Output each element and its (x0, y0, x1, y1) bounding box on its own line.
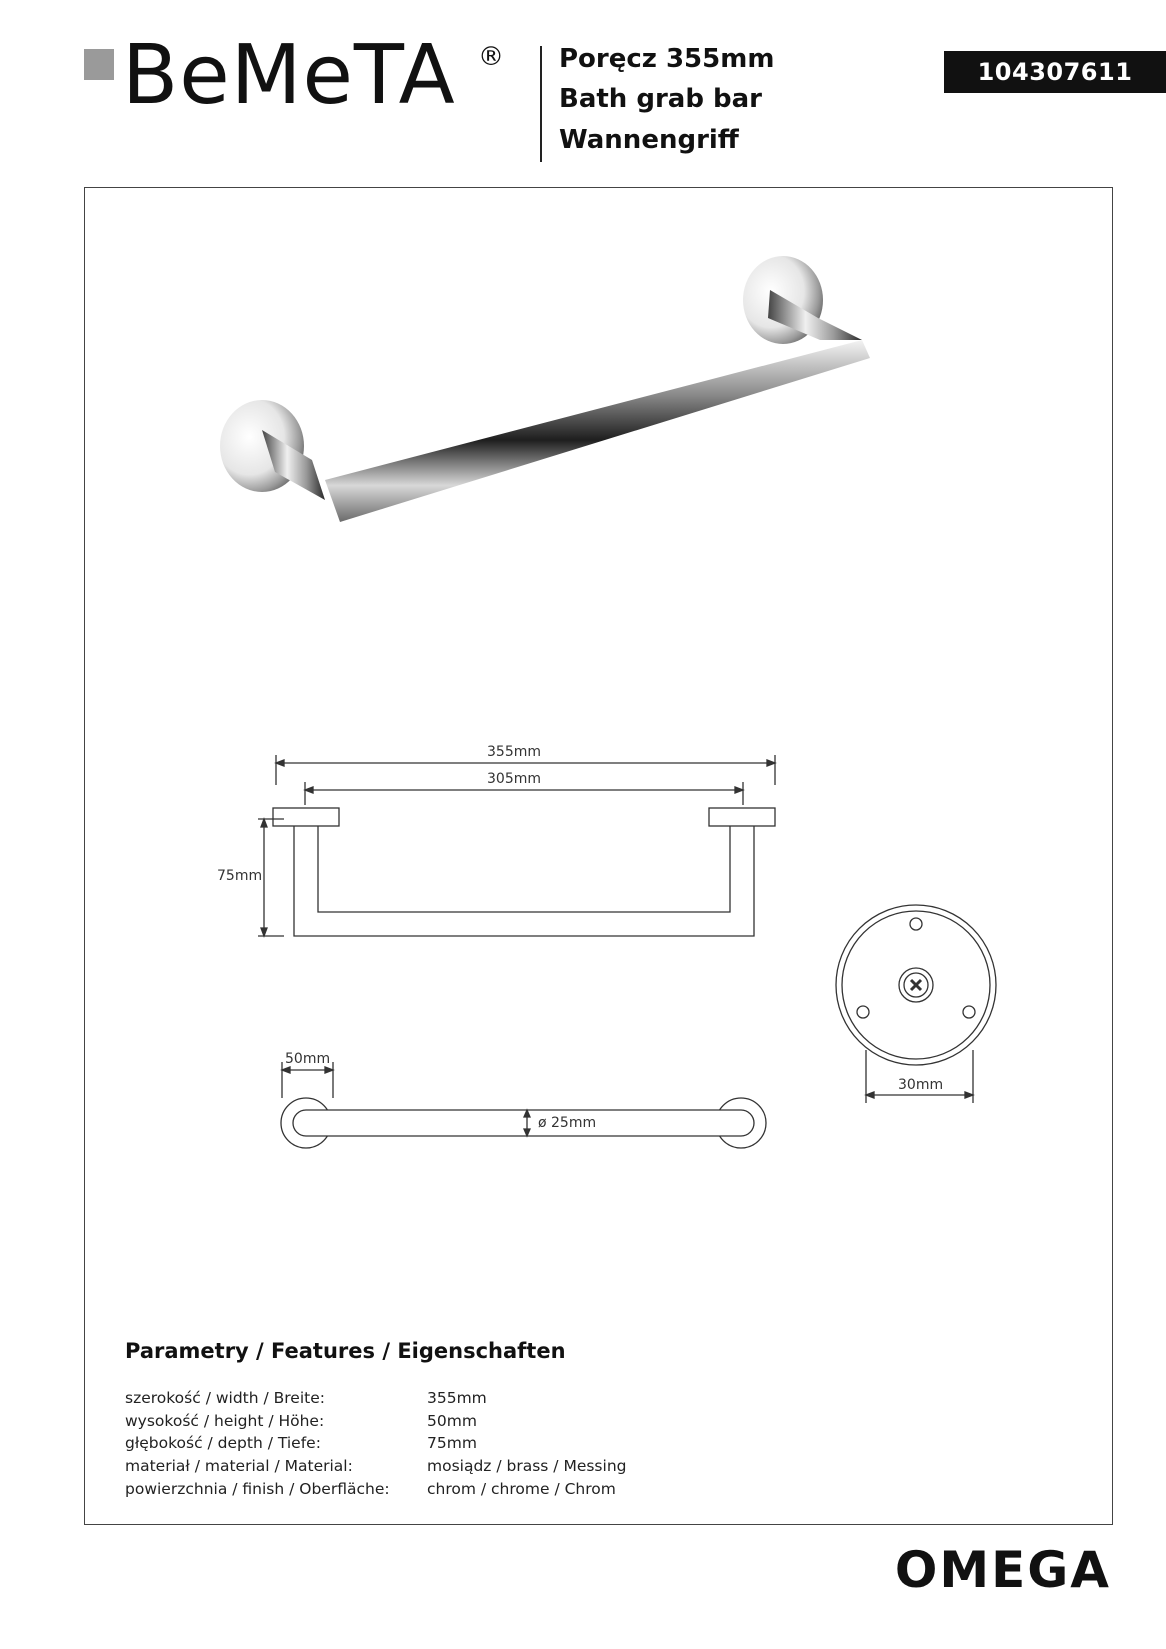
brand-logo: BeMeTA (122, 28, 456, 123)
feature-label: szerokość / width / Breite: (125, 1389, 325, 1407)
title-german: Wannengriff (559, 125, 739, 155)
registered-mark: ® (478, 42, 504, 72)
feature-label: głębokość / depth / Tiefe: (125, 1434, 321, 1452)
title-polish: Poręcz 355mm (559, 44, 775, 74)
dim-base: 30mm (898, 1077, 944, 1093)
dim-total-width: 355mm (487, 744, 541, 760)
feature-value: 50mm (427, 1412, 477, 1430)
series-name: OMEGA (894, 1541, 1111, 1599)
dim-tube-diameter: ø 25mm (538, 1115, 597, 1131)
feature-label: powierzchnia / finish / Oberfläche: (125, 1480, 390, 1498)
top-view (281, 1062, 766, 1148)
product-code: 104307611 (944, 51, 1166, 93)
feature-value: 355mm (427, 1389, 487, 1407)
side-view (836, 905, 996, 1103)
feature-row-height (125, 1410, 825, 1432)
feature-value: 75mm (427, 1434, 477, 1452)
feature-value: chrom / chrome / Chrom (427, 1480, 616, 1498)
feature-label: wysokość / height / Höhe: (125, 1412, 325, 1430)
title-english: Bath grab bar (559, 84, 762, 114)
grab-bar-tube (325, 340, 870, 522)
feature-row-depth (125, 1432, 825, 1454)
product-photo (220, 256, 870, 522)
feature-value: mosiądz / brass / Messing (427, 1457, 627, 1475)
feature-row-material (125, 1455, 825, 1477)
dim-rosette: 50mm (285, 1051, 331, 1067)
features-heading: Parametry / Features / Eigenschaften (125, 1339, 566, 1363)
dim-projection: 75mm (217, 868, 263, 884)
feature-row-finish (125, 1478, 825, 1500)
feature-row-width (125, 1387, 825, 1409)
dim-inner-width: 305mm (487, 771, 541, 787)
feature-label: materiał / material / Material: (125, 1457, 353, 1475)
